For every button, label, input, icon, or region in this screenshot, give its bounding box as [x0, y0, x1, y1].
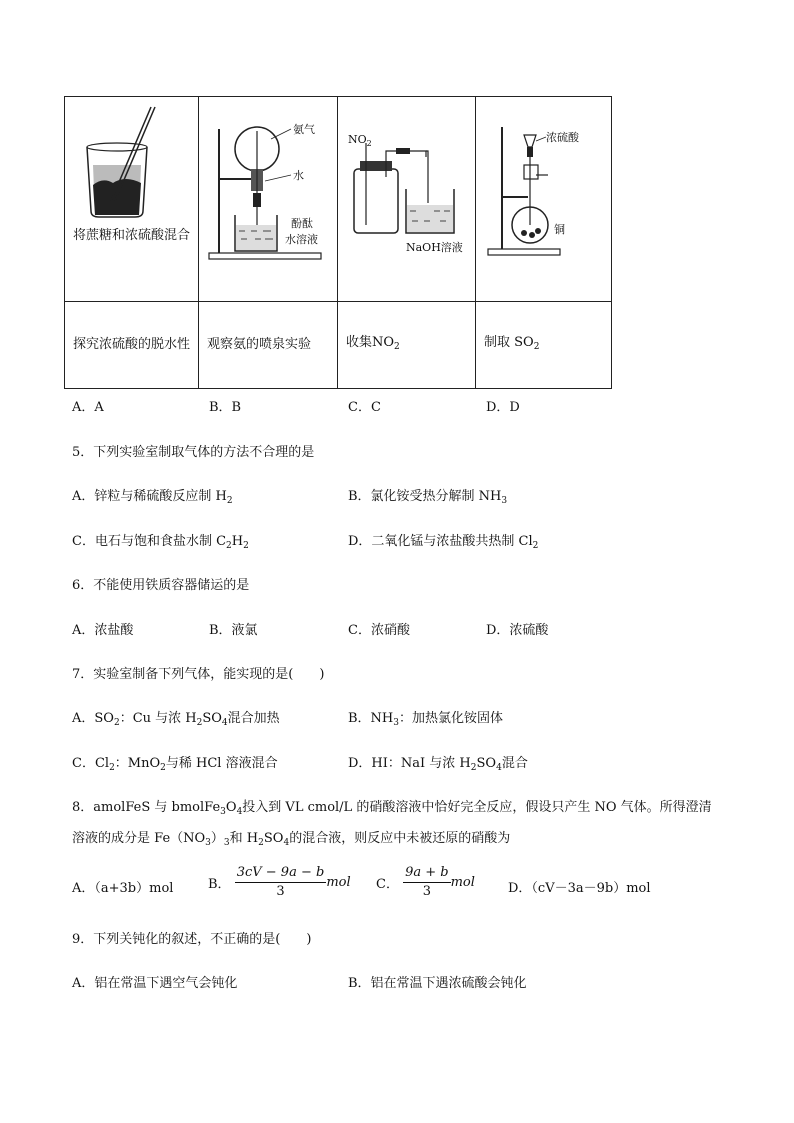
- q6-option-d: D．浓硫酸: [486, 623, 549, 638]
- beaker-sugar-figure: [73, 105, 190, 225]
- purpose-3-text: 收集NO: [346, 335, 395, 350]
- label-naoh: NaOH溶液: [406, 241, 463, 254]
- q9-option-b: B．铝在常温下遇浓硫酸会钝化: [348, 976, 527, 991]
- purpose-2-text: 观察氨的喷泉实验: [207, 337, 312, 352]
- q8-option-d: D．（cV－3a－9b）mol: [508, 881, 651, 896]
- fig1-caption: 将蔗糖和浓硫酸混合: [73, 228, 191, 243]
- q4-option-c: C．C: [348, 400, 381, 415]
- label-copper: 铜: [554, 223, 565, 236]
- q9-stem: 9．下列关钝化的叙述，不正确的是( ): [72, 932, 312, 947]
- q8-option-c: C． $\frac{9a + b}{3}$ mol: [376, 865, 475, 899]
- q5-stem: 5．下列实验室制取气体的方法不合理的是: [72, 445, 315, 460]
- q7-stem: 7．实验室制备下列气体，能实现的是( ): [72, 667, 325, 682]
- purpose-4: [476, 302, 612, 389]
- experiment-table: [64, 96, 612, 389]
- cell-fig2: [199, 97, 338, 302]
- q7-option-b: B．$NH_3$：加热氯化铵固体: [348, 711, 504, 728]
- label-phenolphthalein: 酚酞: [291, 217, 313, 230]
- label-no2: $NO_2$: [348, 133, 372, 148]
- purpose-3: [338, 302, 476, 389]
- label-conc-acid: 浓硫酸: [546, 131, 579, 144]
- q5-option-a: A．锌粒与稀硫酸反应制 $H_2$: [72, 489, 233, 506]
- q5-option-b: B．氯化铵受热分解制 $NH_3$: [348, 489, 508, 506]
- q4-option-b: B．B: [209, 400, 242, 415]
- purpose-2: [199, 302, 338, 389]
- label-solution: 水溶液: [285, 233, 318, 246]
- q7-option-c: C．$Cl_2$：MnO$_2$与稀 HCl 溶液混合: [72, 756, 278, 773]
- q8-line-2: 溶液的成分是 $Fe(NO_3)_3$和 $H_2SO_4$的混合液，则反应中未被还原的硝酸为: [72, 831, 511, 848]
- q6-option-b: B．液氯: [209, 623, 258, 638]
- q4-option-a: A．A: [72, 400, 104, 415]
- q5-option-d: D．二氧化锰与浓盐酸共热制 $Cl_2$: [348, 534, 539, 551]
- fountain-apparatus-figure: [205, 121, 327, 281]
- q8-line-1: 8．amolFeS 与 $bmolFe_3O_4$投入到 VL cmol/L 的硝酸溶液中恰好完全反应，假设只产生 NO 气体。所得澄清: [72, 800, 712, 817]
- cell-fig4: [476, 97, 612, 302]
- q5-option-c: C．电石与饱和食盐水制 $C_2H_2$: [72, 534, 249, 551]
- gas-collection-figure: [346, 129, 467, 269]
- q8-option-a: A．（a+3b）mol: [72, 881, 174, 896]
- q6-stem: 6．不能使用铁质容器储运的是: [72, 578, 250, 593]
- purpose-1-text: 探究浓硫酸的脱水性: [73, 337, 191, 352]
- purpose-4-text: 制取 SO: [484, 335, 534, 350]
- q9-option-a: A．铝在常温下遇空气会钝化: [72, 976, 238, 991]
- cell-fig3: [338, 97, 476, 302]
- label-ammonia: 氨气: [293, 123, 315, 136]
- q7-option-a: A．$SO_2$：Cu 与浓 $H_2SO_4$混合加热: [72, 711, 280, 728]
- purpose-1: [65, 302, 199, 389]
- q8-option-b: B． $\frac{3cV - 9a - b}{3}$ mol: [208, 865, 351, 899]
- so2-generator-figure: [484, 121, 603, 261]
- purpose-4-sub: 2: [533, 342, 540, 352]
- cell-fig1: [65, 97, 199, 302]
- label-water: 水: [293, 169, 304, 182]
- q7-option-d: D．HI：NaI 与浓 $H_2SO_4$混合: [348, 756, 528, 773]
- q6-option-a: A．浓盐酸: [72, 623, 134, 638]
- purpose-3-sub: 2: [394, 342, 400, 352]
- q4-option-d: D．D: [486, 400, 520, 415]
- q6-option-c: C．浓硝酸: [348, 623, 410, 638]
